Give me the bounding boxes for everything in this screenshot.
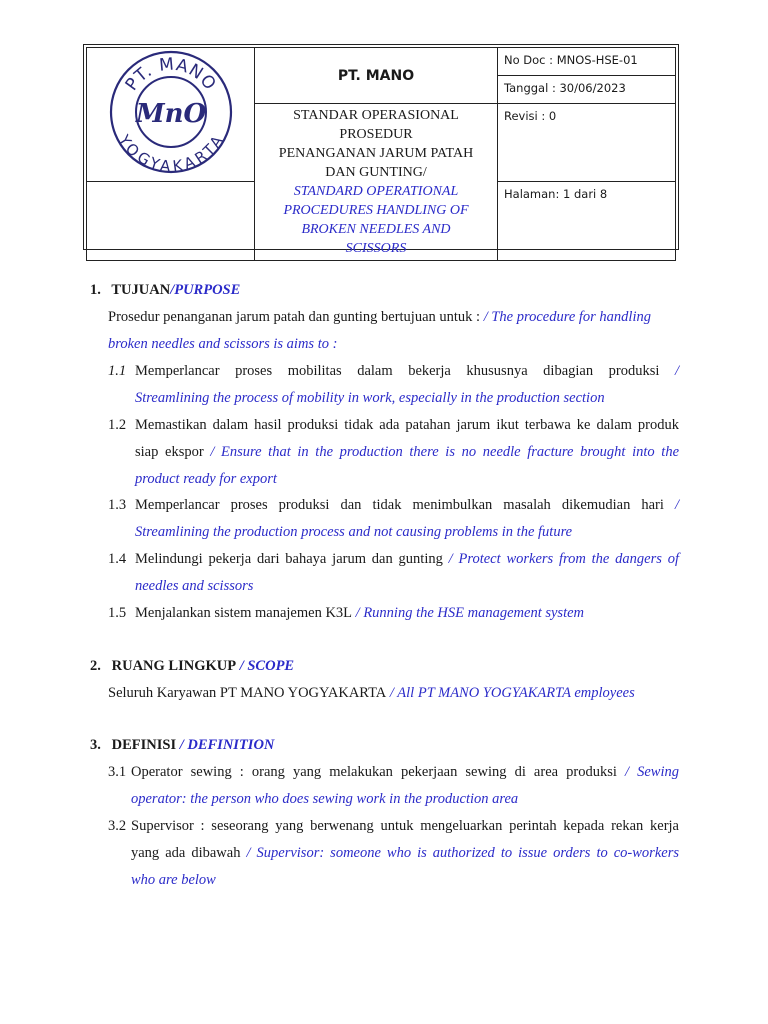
definition-item: 3.1 Operator sewing : orang yang melakukan pekerjaan sewing di area produksi / Sewing operator: the person who does sewing work in the production area bbox=[108, 764, 679, 807]
document-number: No Doc : MNOS-HSE-01 bbox=[498, 48, 676, 76]
purpose-item: 1.1 Memperlancar proses mobilitas dalam bekerja khususnya dibagian produksi / Streamlining the process of mobility in work, especially in the production section bbox=[108, 363, 680, 406]
section-scope-heading: 2. RUANG LINGKUP / SCOPE bbox=[90, 658, 295, 674]
company-logo bbox=[107, 48, 235, 176]
purpose-item: 1.3 Memperlancar proses produksi dan tidak menimbulkan masalah dikemudian hari / Streamlining the production process and not causing problems in the future bbox=[108, 497, 680, 540]
title-en-line: PROCEDURES HANDLING OF bbox=[283, 203, 469, 218]
page-number: Halaman: 1 dari 8 bbox=[498, 182, 676, 261]
definition-item: 3.2 Supervisor : seseorang yang berwenang untuk mengeluarkan perintah kepada rekan kerja yang ada dibawah / Supervisor: someone who is authorized to issue orders to co-workers who are below bbox=[108, 818, 679, 888]
scope-text: Seluruh Karyawan PT MANO YOGYAKARTA / All PT MANO YOGYAKARTA employees bbox=[108, 685, 635, 701]
svg-text:PT. MANO bbox=[121, 55, 219, 95]
section-definition-heading: 3. DEFINISI / DEFINITION bbox=[90, 737, 275, 753]
title-id-line: PROSEDUR bbox=[339, 127, 413, 142]
purpose-item: 1.4 Melindungi pekerja dari bahaya jarum dan gunting / Protect workers from the dangers of needles and scissors bbox=[108, 551, 679, 594]
document-date: Tanggal : 30/06/2023 bbox=[498, 76, 676, 104]
company-name: PT. MANO bbox=[255, 48, 498, 104]
company-logo-cell bbox=[87, 48, 255, 182]
title-en-line: SCISSORS bbox=[345, 241, 407, 256]
svg-text:YOGYAKARTA bbox=[114, 131, 227, 175]
document-title bbox=[255, 104, 498, 261]
logo-top-text: PT. MANO bbox=[121, 54, 220, 95]
document-header bbox=[83, 44, 679, 256]
revision-number: Revisi : 0 bbox=[498, 104, 676, 182]
purpose-item: 1.5 Menjalankan sistem manajemen K3L / Running the HSE management system bbox=[108, 605, 585, 621]
purpose-item: 1.2 Memastikan dalam hasil produksi tidak ada patahan jarum ikut terbawa ke dalam produk siap ekspor / Ensure that in the production there is no needle fracture brought into the product ready for export bbox=[108, 417, 680, 487]
title-id-line: PENANGANAN JARUM PATAH bbox=[278, 146, 474, 161]
title-id-line: DAN GUNTING/ bbox=[325, 165, 427, 180]
purpose-intro: Prosedur penanganan jarum patah dan gunting bertujuan untuk : / The procedure for handling broken needles and scissors is aims to : bbox=[108, 309, 651, 352]
title-en-line: STANDARD OPERATIONAL bbox=[293, 184, 459, 199]
logo-bottom-text: YOGYAKARTA bbox=[114, 131, 227, 176]
title-en-line: BROKEN NEEDLES AND bbox=[301, 222, 451, 237]
section-purpose-heading: 1. TUJUAN/PURPOSE bbox=[90, 282, 241, 298]
title-id-line: STANDAR OPERASIONAL bbox=[293, 108, 459, 123]
logo-monogram: MnO bbox=[135, 99, 206, 129]
